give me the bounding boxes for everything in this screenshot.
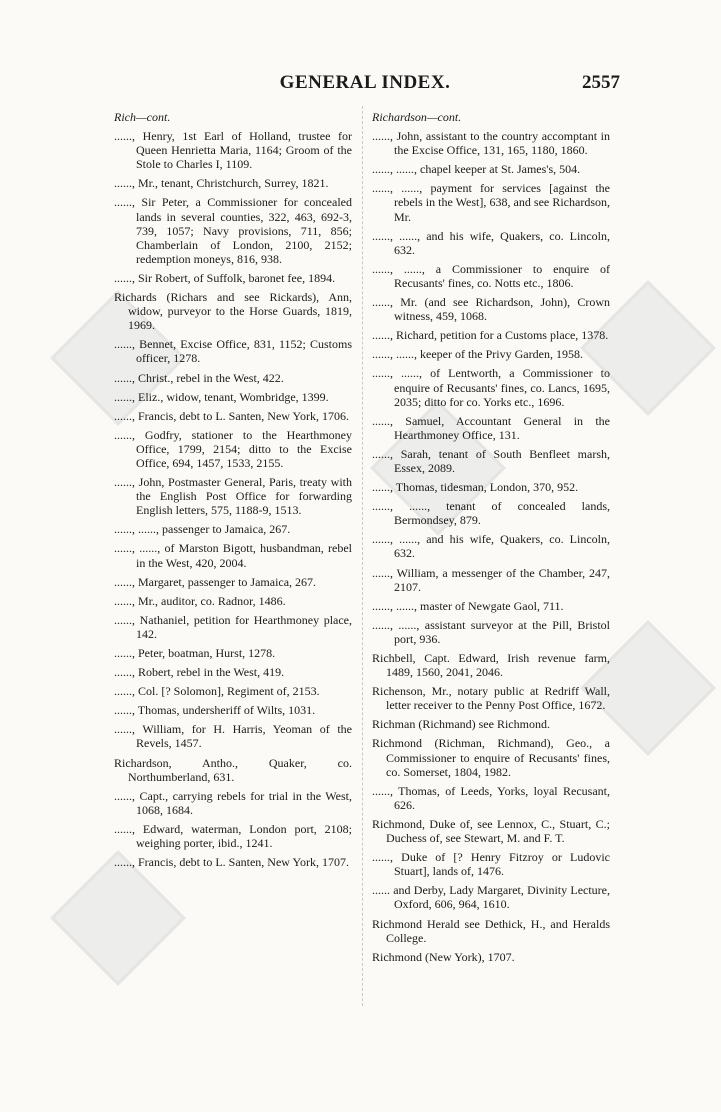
index-entry: ......, Thomas, of Leeds, Yorks, loyal Recusant, 626. <box>372 783 610 812</box>
column-divider <box>362 106 364 1006</box>
index-entry: ......, ......, payment for services [against the rebels in the West], 638, and see Richardson, Mr. <box>372 181 610 224</box>
index-entry: ......, ......, master of Newgate Gaol, 711. <box>372 598 564 613</box>
index-entry: ......, Sarah, tenant of South Benfleet marsh, Essex, 2089. <box>372 446 610 475</box>
index-entry: Richbell, Capt. Edward, Irish revenue farm, 1489, 1560, 2041, 2046. <box>372 651 610 680</box>
index-entry: Richmond Herald see Dethick, H., and Heralds College. <box>372 916 610 945</box>
index-entry: Richmond (New York), 1707. <box>372 949 515 964</box>
index-entry: ......, John, Postmaster General, Paris, treaty with the English Post Office for forwarding English letters, 575, 1188-9, 1513. <box>114 475 352 518</box>
index-entry: ......, Mr. (and see Richardson, John), Crown witness, 459, 1068. <box>372 295 610 324</box>
index-entry: ......, William, for H. Harris, Yeoman of the Revels, 1457. <box>114 722 352 751</box>
index-entry: ......, William, a messenger of the Chamber, 247, 2107. <box>372 565 610 594</box>
index-entry: ......, Richard, petition for a Customs place, 1378. <box>372 328 609 343</box>
index-entry: ......, ......, assistant surveyor at the Pill, Bristol port, 936. <box>372 617 610 646</box>
index-entry: Richmond, Duke of, see Lennox, C., Stuart, C.; Duchess of, see Stewart, M. and F. T. <box>372 816 610 846</box>
index-entry: ......, ......, of Marston Bigott, husbandman, rebel in the West, 420, 2004. <box>114 541 352 570</box>
index-entry: ......, ......, of Lentworth, a Commissioner to enquire of Recusants' fines, co. Lancs, 1695, 2035; ditto for co. Yorks etc., 1696. <box>372 366 610 409</box>
index-entry: ......, Thomas, undersheriff of Wilts, 1031. <box>114 703 316 718</box>
index-entry: ......, Margaret, passenger to Jamaica, 267. <box>114 574 317 589</box>
index-entry: ......, ......, keeper of the Privy Garden, 1958. <box>372 347 583 362</box>
index-entry: ......, Col. [? Solomon], Regiment of, 2153. <box>114 684 320 699</box>
index-entry: Richman (Richmand) see Richmond. <box>372 717 550 732</box>
index-entry: Richmond (Richman, Richmand), Geo., a Commissioner to enquire of Recusants' fines, co. Somerset, 1804, 1982. <box>372 736 610 779</box>
index-entry: ......, ......, and his wife, Quakers, co. Lincoln, 632. <box>372 532 610 561</box>
index-entry: ......, ......, and his wife, Quakers, co. Lincoln, 632. <box>372 228 610 257</box>
index-entry: Richenson, Mr., notary public at Redriff Wall, letter receiver to the Penny Post Office, 1672. <box>372 684 610 713</box>
right-column <box>372 110 610 969</box>
index-entry: ......, Francis, debt to L. Santen, New York, 1706. <box>114 408 349 423</box>
page-number: 2557 <box>582 72 620 93</box>
index-entry: ......, Peter, boatman, Hurst, 1278. <box>114 646 276 660</box>
index-entry: Richards (Richars and see Rickards), Ann, widow, purveyor to the Horse Guards, 1819, 1969. <box>114 290 352 333</box>
index-entry: Rich—cont. <box>114 110 171 124</box>
index-entry: ......, John, assistant to the country accomptant in the Excise Office, 131, 165, 1180, 1860. <box>372 129 610 158</box>
index-entry: ......, ......, a Commissioner to enquire of Recusants' fines, co. Notts etc., 1806. <box>372 261 610 290</box>
index-entry: ......, Capt., carrying rebels for trial in the West, 1068, 1684. <box>114 788 352 817</box>
left-column <box>114 110 352 874</box>
index-entry: ......, Samuel, Accountant General in the Hearthmoney Office, 131. <box>372 413 610 442</box>
index-entry: ......, Francis, debt to L. Santen, New York, 1707. <box>114 855 349 870</box>
page-title: GENERAL INDEX. <box>279 72 451 93</box>
index-entry: ......, ......, tenant of concealed lands, Bermondsey, 879. <box>372 499 610 528</box>
page-header <box>110 72 620 96</box>
index-entry: ......, ......, chapel keeper at St. James's, 504. <box>372 162 581 177</box>
index-entry: ......, Duke of [? Henry Fitzroy or Ludovic Stuart], lands of, 1476. <box>372 850 610 879</box>
index-entry: ......, Nathaniel, petition for Hearthmoney place, 142. <box>114 612 352 641</box>
index-entry: ......, Mr., auditor, co. Radnor, 1486. <box>114 593 286 608</box>
index-entry: Richardson—cont. <box>372 110 462 124</box>
index-entry: Richardson, Antho., Quaker, co. Northumberland, 631. <box>114 755 352 784</box>
index-entry: ...... and Derby, Lady Margaret, Divinity Lecture, Oxford, 606, 964, 1610. <box>372 883 610 912</box>
index-entry: ......, Eliz., widow, tenant, Wombridge, 1399. <box>114 389 329 404</box>
index-entry: ......, Edward, waterman, London port, 2108; weighing porter, ibid., 1241. <box>114 821 352 851</box>
index-entry: ......, Thomas, tidesman, London, 370, 952. <box>372 480 579 495</box>
index-entry: ......, Christ., rebel in the West, 422. <box>114 370 284 385</box>
index-entry: ......, Robert, rebel in the West, 419. <box>114 665 285 680</box>
index-entry: ......, ......, passenger to Jamaica, 267. <box>114 522 291 537</box>
index-entry: ......, Henry, 1st Earl of Holland, trustee for Queen Henrietta Maria, 1164; Groom of the Stole to Charles I, 1109. <box>114 129 352 172</box>
index-entry: ......, Godfry, stationer to the Hearthmoney Office, 1799, 2154; ditto to the Excise Office, 694, 1457, 1533, 2155. <box>114 427 352 470</box>
index-entry: ......, Sir Robert, of Suffolk, baronet fee, 1894. <box>114 270 336 285</box>
index-entry: ......, Mr., tenant, Christchurch, Surrey, 1821. <box>114 176 329 191</box>
index-entry: ......, Sir Peter, a Commissioner for concealed lands in several counties, 322, 463, 692-3, 739, 1057; Navy provisions, 711, 856; Chamberlain of London, 2100, 2152; redemption moneys, 816, 938. <box>114 195 352 266</box>
index-entry: ......, Bennet, Excise Office, 831, 1152; Customs officer, 1278. <box>114 337 352 366</box>
